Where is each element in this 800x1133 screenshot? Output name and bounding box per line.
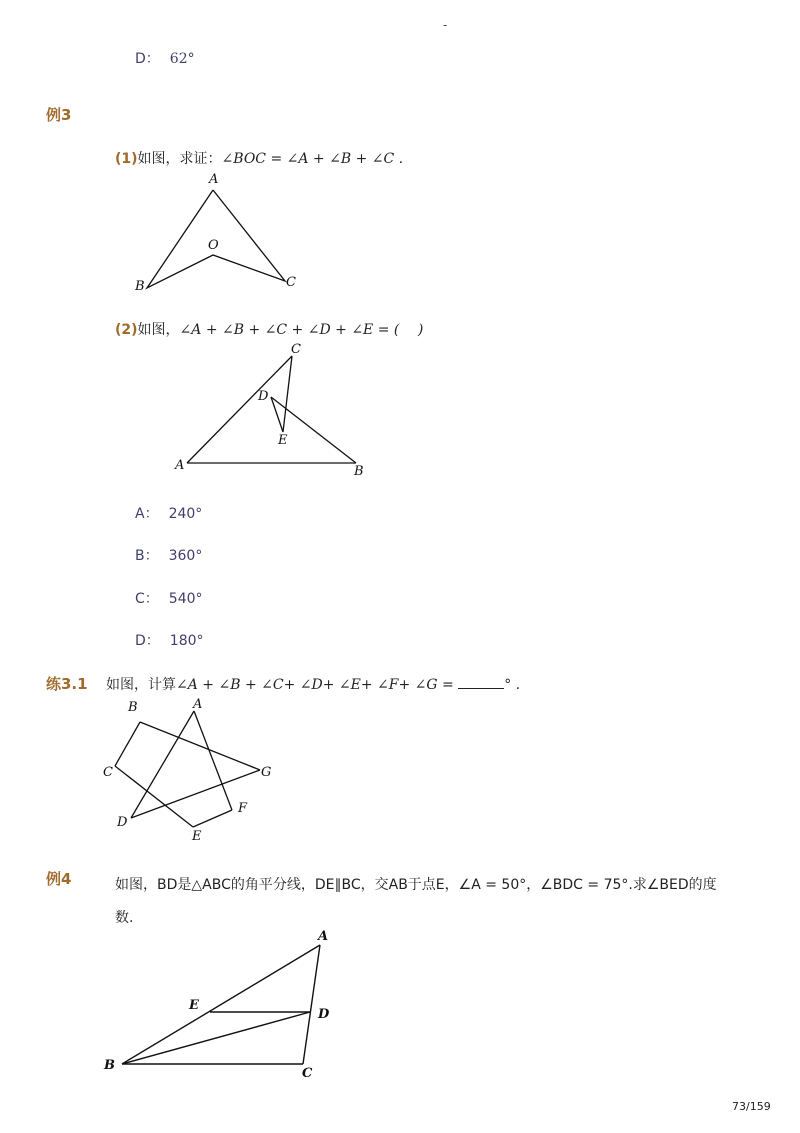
page-number: 73/159 <box>732 1100 771 1113</box>
point-label-f: F <box>238 801 248 816</box>
option-b <box>135 545 202 565</box>
option-value: 540° <box>168 591 203 607</box>
option-c <box>135 588 203 608</box>
point-label-d: D <box>117 815 128 830</box>
point-label-b: B <box>354 464 364 479</box>
practice-3-1-statement <box>106 674 520 694</box>
segment-ef <box>193 810 232 827</box>
point-label-o: O <box>208 238 219 253</box>
question-expression: ∠BOC = ∠A + ∠B + ∠C . <box>221 151 404 167</box>
option-letter: C： <box>135 591 159 607</box>
segment-ba <box>122 945 320 1064</box>
ex4-statement-line-2: 数. <box>115 910 134 926</box>
figure-ex4 <box>103 929 330 1081</box>
question-expression: ∠A + ∠B + ∠C+ ∠D+ ∠E+ ∠F+ ∠G = <box>176 677 454 693</box>
question-suffix: ° . <box>504 677 521 693</box>
point-label-c: C <box>291 342 301 357</box>
ex4-statement-line-1: 如图，BD是△ABC的角平分线，DE∥BC，交AB于点E，∠A = 50°，∠BDC = 75°.求∠BED的度 <box>115 877 717 893</box>
segment-ac <box>187 356 292 463</box>
example-4-label: 例4 <box>46 870 72 888</box>
segment-bd <box>122 1012 310 1064</box>
option-letter: B： <box>135 548 159 564</box>
ex3-q2-statement <box>115 319 423 339</box>
segment-fa <box>194 711 232 810</box>
option-d <box>135 630 204 650</box>
figure-ex3-q2 <box>174 342 364 479</box>
practice-3-1-label: 练3.1 <box>46 675 88 693</box>
point-label-c: C <box>286 275 296 290</box>
example-3-label: 例3 <box>46 106 72 124</box>
point-label-a: A <box>175 458 185 473</box>
point-label-a: A <box>318 929 329 944</box>
segment-bc <box>115 722 140 766</box>
option-a <box>135 503 202 523</box>
segment-ad <box>131 711 194 818</box>
point-label-b: B <box>104 1058 115 1073</box>
segment-bg <box>140 722 260 770</box>
question-text: 如图，计算 <box>106 677 176 693</box>
header-mark: - <box>443 18 448 32</box>
point-label-b: B <box>128 700 138 715</box>
question-text: 如图，求证： <box>137 151 222 167</box>
point-label-d: D <box>318 1007 330 1022</box>
option-value: 360° <box>168 548 203 564</box>
question-text: 如图， <box>137 322 180 338</box>
point-label-e: E <box>189 998 199 1013</box>
point-label-d: D <box>258 389 269 404</box>
point-label-c: C <box>302 1066 313 1081</box>
option-letter: A： <box>135 506 159 522</box>
segment-ce <box>283 356 292 432</box>
option-value: 62° <box>169 51 195 67</box>
point-label-a: A <box>193 697 203 712</box>
segment-ac <box>303 945 320 1064</box>
option-value: 240° <box>168 506 203 522</box>
question-number: (1) <box>115 151 138 167</box>
point-label-e: E <box>192 829 202 844</box>
figure-ex3-q1 <box>134 172 296 294</box>
question-expression: ∠A + ∠B + ∠C + ∠D + ∠E = ( ) <box>179 322 424 338</box>
point-label-g: G <box>261 765 272 780</box>
figure-practice-3-1 <box>103 697 271 844</box>
option-letter: D： <box>135 633 160 649</box>
point-label-a: A <box>209 172 219 187</box>
option-value: 180° <box>169 633 204 649</box>
answer-blank[interactable] <box>458 675 504 689</box>
question-number: (2) <box>115 322 138 338</box>
point-label-e: E <box>278 433 288 448</box>
point-label-c: C <box>103 765 113 780</box>
point-label-b: B <box>135 279 145 294</box>
option-letter: D： <box>135 51 160 67</box>
